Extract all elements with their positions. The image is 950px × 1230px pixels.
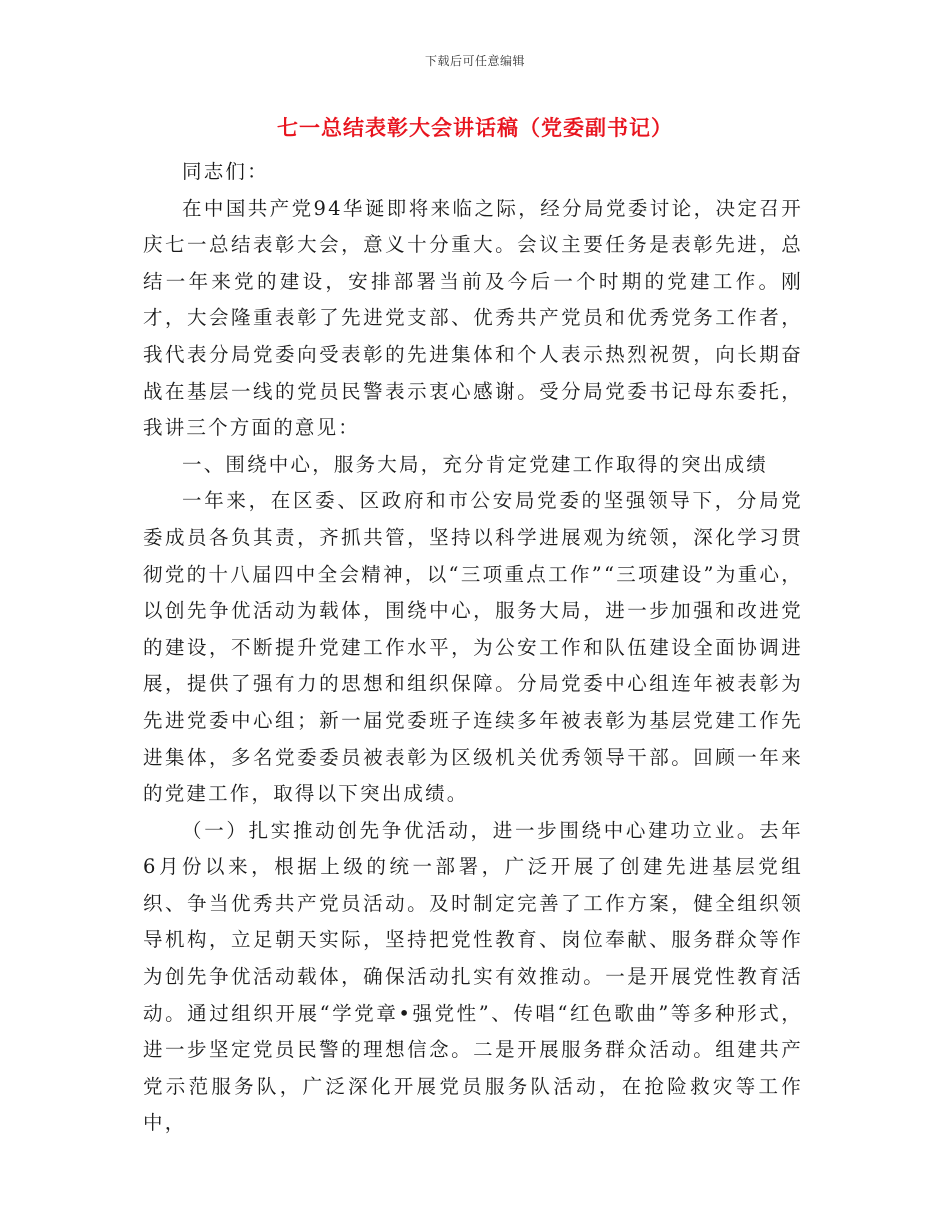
document-body	[143, 154, 803, 1142]
paragraph-intro: 在中国共产党94华诞即将来临之际，经分局党委讨论，决定召开庆七一总结表彰大会，意义十分重大。会议主要任务是表彰先进，总结一年来党的建设，安排部署当前及今后一个时期的党建工作。刚才，大会隆重表彰了先进党支部、优秀共产党员和优秀党务工作者，我代表分局党委向受表彰的先进集体和个人表示热烈祝贺，向长期奋战在基层一线的党员民警表示衷心感谢。受分局党委书记母东委托，我讲三个方面的意见：	[143, 196, 803, 440]
paragraph-achievements: 一年来，在区委、区政府和市公安局党委的坚强领导下，分局党委成员各负其责，齐抓共管，坚持以科学进展观为统领，深化学习贯彻党的十八届四中全会精神，以“三项重点工作”“三项建设”为重心，以创先争优活动为载体，围绕中心，服务大局，进一步加强和改进党的建设，不断提升党建工作水平，为公安工作和队伍建设全面协调进展，提供了强有力的思想和组织保障。分局党委中心组连年被表彰为先进党委中心组；新一届党委班子连续多年被表彰为基层党建工作先进集体，多名党委委员被表彰为区级机关优秀领导干部。回顾一年来的党建工作，取得以下突出成绩。	[143, 489, 803, 806]
paragraph-subsection-1: （一）扎实推动创先争优活动，进一步围绕中心建功立业。去年6月份以来，根据上级的统一部署，广泛开展了创建先进基层党组织、争当优秀共产党员活动。及时制定完善了工作方案，健全组织领导机构，立足朝天实际，坚持把党性教育、岗位奉献、服务群众等作为创先争优活动载体，确保活动扎实有效推动。一是开展党性教育活动。通过组织开展“学党章•强党性”、传唱“红色歌曲”等多种形式，进一步坚定党员民警的理想信念。二是开展服务群众活动。组建共产党示范服务队，广泛深化开展党员服务队活动，在抢险救灾等工作中，	[143, 818, 803, 1135]
salutation: 同志们：	[182, 160, 269, 183]
header-note: 下载后可任意编辑	[424, 54, 525, 68]
section-heading-1: 一、围绕中心，服务大局，充分肯定党建工作取得的突出成绩	[182, 452, 768, 476]
document-title: 七一总结表彰大会讲话稿（党委副书记）	[277, 115, 673, 140]
